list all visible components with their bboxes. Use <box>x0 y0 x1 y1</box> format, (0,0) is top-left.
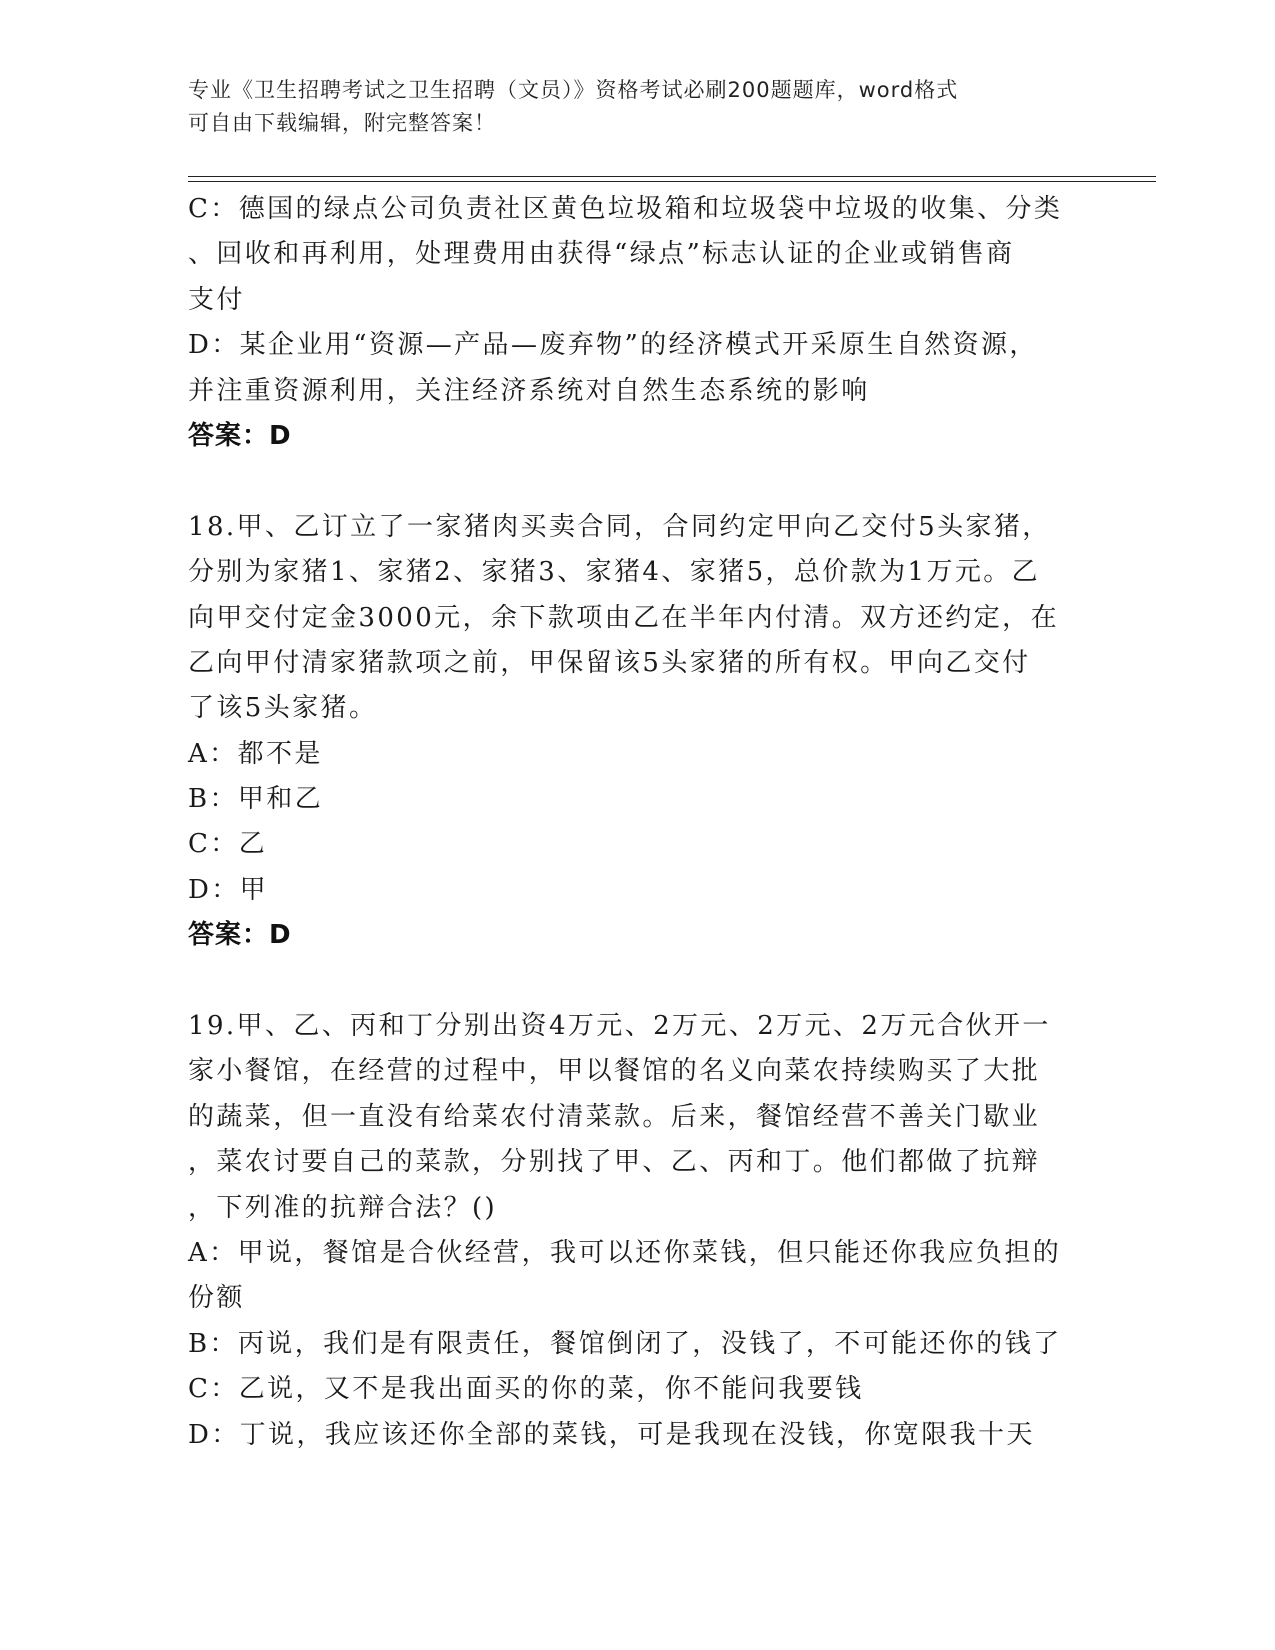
spacer <box>188 459 1088 504</box>
question-18-option-b: B：甲和乙 <box>188 784 324 815</box>
header-line: 可自由下载编辑，附完整答案！ <box>188 111 496 135</box>
text-line: 向甲交付定金3000元，余下款项由乙在半年内付清。双方还约定，在 <box>188 602 1059 633</box>
text-line: 18.甲、乙订立了一家猪肉买卖合同，合同约定甲向乙交付5头家猪， <box>188 511 1051 542</box>
document-header <box>188 74 1088 140</box>
text-line: ，菜农讨要自己的菜款，分别找了甲、乙、丙和丁。他们都做了抗辩 <box>188 1147 1041 1178</box>
prev-question-answer: 答案：D <box>188 420 292 451</box>
question-18-option-a: A：都不是 <box>188 738 323 769</box>
prev-question-option-d <box>188 323 1088 414</box>
prev-question-option-c <box>188 187 1088 323</box>
question-18-stem <box>188 505 1088 732</box>
question-19-option-c: C：乙说，又不是我出面买的你的菜，你不能问我要钱 <box>188 1374 864 1405</box>
text-line: 家小餐馆，在经营的过程中，甲以餐馆的名义向菜农持续购买了大批 <box>188 1056 1041 1087</box>
question-19-option-d: D：丁说，我应该还你全部的菜钱，可是我现在没钱，你宽限我十天 <box>188 1419 1035 1450</box>
question-18-option-c: C：乙 <box>188 829 268 860</box>
text-line: 、回收和再利用，处理费用由获得“绿点”标志认证的企业或销售商 <box>188 239 1015 270</box>
question-19-stem <box>188 1004 1088 1231</box>
text-line: 乙向甲付清家猪款项之前，甲保留该5头家猪的所有权。甲向乙交付 <box>188 647 1031 678</box>
text-line: 分别为家猪1、家猪2、家猪3、家猪4、家猪5，总价款为1万元。乙 <box>188 557 1041 588</box>
document-body <box>188 187 1088 1458</box>
text-line: A：甲说，餐馆是合伙经营，我可以还你菜钱，但只能还你我应负担的 <box>188 1237 1062 1268</box>
header-divider <box>188 181 1156 182</box>
text-line: C：德国的绿点公司负责社区黄色垃圾箱和垃圾袋中垃圾的收集、分类 <box>188 194 1063 224</box>
text-line: 了该5头家猪。 <box>188 693 378 724</box>
text-line: D：某企业用“资源—产品—废弃物”的经济模式开采原生自然资源， <box>188 330 1038 361</box>
question-18-option-d: D：甲 <box>188 874 269 905</box>
question-18-answer: 答案：D <box>188 920 292 951</box>
text-line: 19.甲、乙、丙和丁分别出资4万元、2万元、2万元、2万元合伙开一 <box>188 1011 1051 1042</box>
text-line: ，下列准的抗辩合法？() <box>188 1192 498 1223</box>
header-divider <box>188 176 1156 177</box>
text-line: 支付 <box>188 284 245 315</box>
text-line: 的蔬菜，但一直没有给菜农付清菜款。后来，餐馆经营不善关门歇业 <box>188 1101 1041 1132</box>
spacer <box>188 959 1088 1004</box>
question-19-option-b: B：丙说，我们是有限责任，餐馆倒闭了，没钱了，不可能还你的钱了 <box>188 1328 1062 1359</box>
header-line: 专业《卫生招聘考试之卫生招聘（文员）》资格考试必刷200题题库，word格式 <box>188 78 959 102</box>
text-line: 并注重资源利用，关注经济系统对自然生态系统的影响 <box>188 375 870 406</box>
text-line: 份额 <box>188 1283 245 1314</box>
question-19-option-a <box>188 1231 1088 1322</box>
